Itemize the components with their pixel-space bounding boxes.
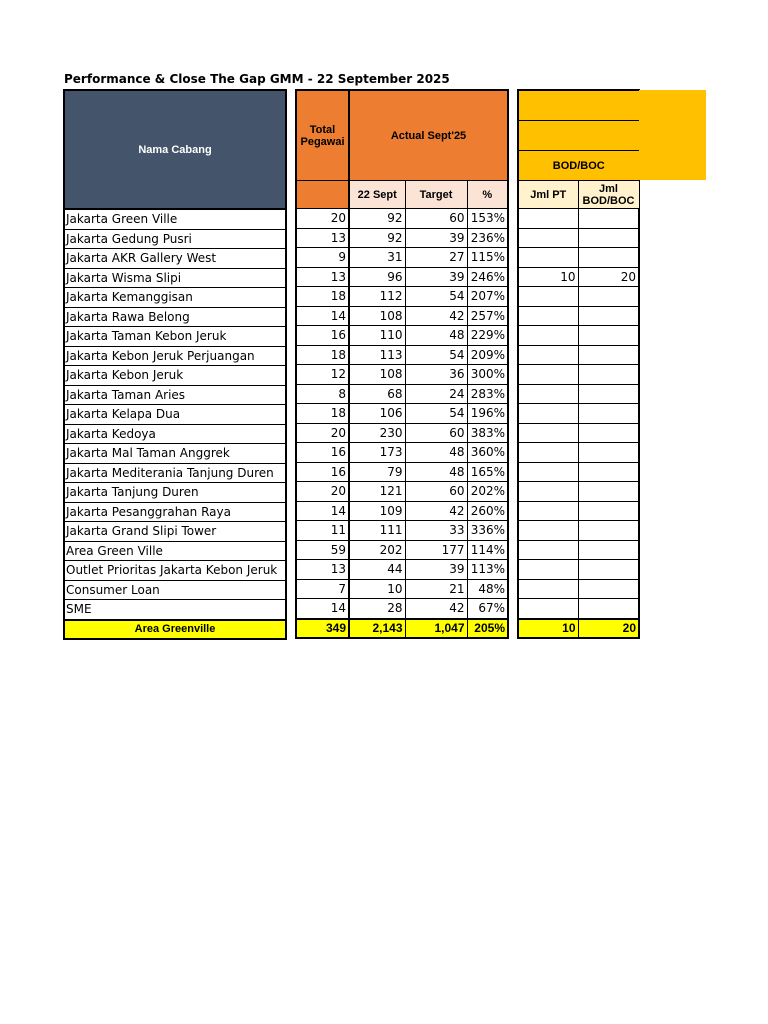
jml-bodboc-cell bbox=[578, 501, 639, 521]
sept22-cell: 109 bbox=[349, 501, 405, 521]
table-row bbox=[518, 267, 639, 287]
branch-name-cell: Jakarta Taman Kebon Jeruk bbox=[64, 327, 286, 347]
sept22-cell: 108 bbox=[349, 365, 405, 385]
sept22-cell: 68 bbox=[349, 384, 405, 404]
jml-bodboc-cell bbox=[578, 462, 639, 482]
pct-cell: 336% bbox=[467, 521, 508, 541]
table-row bbox=[64, 561, 286, 581]
table-row bbox=[64, 522, 286, 542]
total-name-cell: Area Greenville bbox=[64, 620, 286, 639]
branch-name-cell: Jakarta Kebon Jeruk bbox=[64, 366, 286, 386]
table-row bbox=[518, 209, 639, 229]
sept22-cell: 121 bbox=[349, 482, 405, 502]
target-cell: 54 bbox=[405, 404, 467, 424]
jml-bodboc-cell bbox=[578, 326, 639, 346]
table-row bbox=[518, 326, 639, 346]
table-row bbox=[296, 267, 508, 287]
header-nama-cabang: Nama Cabang bbox=[64, 90, 286, 209]
sept22-cell: 92 bbox=[349, 209, 405, 229]
table-row bbox=[296, 365, 508, 385]
target-cell: 48 bbox=[405, 462, 467, 482]
table-row bbox=[296, 404, 508, 424]
jml-bodboc-cell bbox=[578, 248, 639, 268]
total-row bbox=[296, 619, 508, 638]
total-pegawai-cell: 9 bbox=[296, 248, 349, 268]
sept22-cell: 173 bbox=[349, 443, 405, 463]
sept22-cell: 106 bbox=[349, 404, 405, 424]
jml-pt-cell bbox=[518, 326, 578, 346]
pct-cell: 360% bbox=[467, 443, 508, 463]
pct-cell: 229% bbox=[467, 326, 508, 346]
total-pegawai-cell: 16 bbox=[296, 326, 349, 346]
sept22-cell: 92 bbox=[349, 228, 405, 248]
jml-bodboc-cell bbox=[578, 579, 639, 599]
header-bodboc: BOD/BOC bbox=[518, 151, 639, 181]
sept22-cell: 112 bbox=[349, 287, 405, 307]
branch-name-cell: SME bbox=[64, 600, 286, 620]
branch-name-cell: Jakarta Kemanggisan bbox=[64, 288, 286, 308]
jml-bodboc-cell bbox=[578, 384, 639, 404]
table-row bbox=[518, 462, 639, 482]
table-row bbox=[296, 560, 508, 580]
jml-bodboc-cell bbox=[578, 423, 639, 443]
target-cell: 60 bbox=[405, 482, 467, 502]
pct-cell: 113% bbox=[467, 560, 508, 580]
jml-pt-cell bbox=[518, 599, 578, 619]
table-row bbox=[64, 405, 286, 425]
total-row bbox=[518, 619, 639, 638]
jml-pt-cell bbox=[518, 365, 578, 385]
branch-name-cell: Jakarta Gedung Pusri bbox=[64, 229, 286, 249]
table-row bbox=[64, 483, 286, 503]
jml-bodboc-cell bbox=[578, 404, 639, 424]
jml-bodboc-cell bbox=[578, 228, 639, 248]
pct-cell: 202% bbox=[467, 482, 508, 502]
table-row bbox=[64, 366, 286, 386]
target-cell: 39 bbox=[405, 228, 467, 248]
total-pegawai-cell: 14 bbox=[296, 306, 349, 326]
jml-bodboc-cell bbox=[578, 345, 639, 365]
table-row bbox=[64, 424, 286, 444]
branch-name-cell: Jakarta AKR Gallery West bbox=[64, 249, 286, 269]
target-cell: 54 bbox=[405, 345, 467, 365]
total-pegawai-cell: 20 bbox=[296, 209, 349, 229]
jml-pt-cell bbox=[518, 384, 578, 404]
branch-name-cell: Jakarta Green Ville bbox=[64, 209, 286, 229]
total-pegawai-cell: 18 bbox=[296, 345, 349, 365]
table-row bbox=[64, 268, 286, 288]
table-row bbox=[296, 501, 508, 521]
table-row bbox=[296, 287, 508, 307]
target-cell: 24 bbox=[405, 384, 467, 404]
table-row bbox=[296, 443, 508, 463]
table-row bbox=[64, 580, 286, 600]
jml-bodboc-cell bbox=[578, 365, 639, 385]
header-jml-pt: Jml PT bbox=[518, 181, 578, 209]
jml-pt-cell bbox=[518, 482, 578, 502]
sept22-cell: 111 bbox=[349, 521, 405, 541]
pct-cell: 236% bbox=[467, 228, 508, 248]
jml-bodboc-cell bbox=[578, 443, 639, 463]
header-22-sept: 22 Sept bbox=[349, 181, 405, 209]
jml-pt-cell bbox=[518, 248, 578, 268]
table-row bbox=[518, 287, 639, 307]
table-row bbox=[296, 540, 508, 560]
branch-name-cell: Outlet Prioritas Jakarta Kebon Jeruk bbox=[64, 561, 286, 581]
target-cell: 42 bbox=[405, 501, 467, 521]
table-row bbox=[296, 462, 508, 482]
total-pegawai-cell: 18 bbox=[296, 287, 349, 307]
bodboc-table bbox=[517, 89, 640, 639]
table-row bbox=[518, 345, 639, 365]
branch-name-cell: Jakarta Kedoya bbox=[64, 424, 286, 444]
jml-bodboc-cell bbox=[578, 599, 639, 619]
pct-cell: 260% bbox=[467, 501, 508, 521]
table-row bbox=[518, 443, 639, 463]
header-target: Target bbox=[405, 181, 467, 209]
sept22-cell: 230 bbox=[349, 423, 405, 443]
table-row bbox=[296, 599, 508, 619]
table-row bbox=[518, 228, 639, 248]
branch-name-cell: Consumer Loan bbox=[64, 580, 286, 600]
target-cell: 39 bbox=[405, 267, 467, 287]
actual-table bbox=[295, 89, 509, 639]
pct-cell: 246% bbox=[467, 267, 508, 287]
target-cell: 42 bbox=[405, 599, 467, 619]
table-row bbox=[64, 249, 286, 269]
target-cell: 177 bbox=[405, 540, 467, 560]
table-row bbox=[64, 541, 286, 561]
jml-bodboc-cell bbox=[578, 306, 639, 326]
branch-name-cell: Jakarta Tanjung Duren bbox=[64, 483, 286, 503]
total-pegawai-cell: 16 bbox=[296, 443, 349, 463]
branch-name-table bbox=[63, 89, 287, 640]
table-row bbox=[296, 384, 508, 404]
table-row bbox=[296, 482, 508, 502]
jml-bodboc-cell bbox=[578, 209, 639, 229]
table-row bbox=[518, 248, 639, 268]
pct-cell: 209% bbox=[467, 345, 508, 365]
table-row bbox=[296, 248, 508, 268]
branch-name-cell: Jakarta Rawa Belong bbox=[64, 307, 286, 327]
table-row bbox=[518, 306, 639, 326]
jml-pt-cell bbox=[518, 579, 578, 599]
jml-pt-cell bbox=[518, 404, 578, 424]
sept22-cell: 113 bbox=[349, 345, 405, 365]
table-row bbox=[296, 423, 508, 443]
target-cell: 42 bbox=[405, 306, 467, 326]
branch-name-cell: Jakarta Kebon Jeruk Perjuangan bbox=[64, 346, 286, 366]
bodboc-blank-2 bbox=[518, 121, 639, 151]
jml-pt-cell bbox=[518, 443, 578, 463]
table-row bbox=[518, 482, 639, 502]
target-cell: 39 bbox=[405, 560, 467, 580]
total-row bbox=[64, 620, 286, 639]
table-row bbox=[296, 579, 508, 599]
table-row bbox=[518, 404, 639, 424]
sept22-total: 2,143 bbox=[349, 619, 405, 638]
total-pegawai-cell: 7 bbox=[296, 579, 349, 599]
pct-cell: 383% bbox=[467, 423, 508, 443]
target-cell: 48 bbox=[405, 443, 467, 463]
table-row bbox=[64, 229, 286, 249]
sept22-cell: 44 bbox=[349, 560, 405, 580]
sept22-cell: 108 bbox=[349, 306, 405, 326]
jml-pt-cell bbox=[518, 228, 578, 248]
total-pegawai-cell: 20 bbox=[296, 423, 349, 443]
bodboc-blank-1 bbox=[518, 90, 639, 121]
header-total-pegawai: Total Pegawai bbox=[296, 90, 349, 181]
table-row bbox=[296, 345, 508, 365]
sept22-cell: 10 bbox=[349, 579, 405, 599]
table-row bbox=[296, 209, 508, 229]
table-row bbox=[518, 365, 639, 385]
table-row bbox=[518, 540, 639, 560]
jml-pt-cell bbox=[518, 501, 578, 521]
target-cell: 27 bbox=[405, 248, 467, 268]
pct-cell: 115% bbox=[467, 248, 508, 268]
jml-bodboc-cell bbox=[578, 287, 639, 307]
pct-cell: 67% bbox=[467, 599, 508, 619]
branch-name-cell: Jakarta Mediterania Tanjung Duren bbox=[64, 463, 286, 483]
jml-pt-cell bbox=[518, 423, 578, 443]
branch-name-cell: Jakarta Wisma Slipi bbox=[64, 268, 286, 288]
header-jml-bodboc: Jml BOD/BOC bbox=[578, 181, 639, 209]
jml-pt-cell bbox=[518, 345, 578, 365]
table-row bbox=[518, 521, 639, 541]
table-row bbox=[518, 599, 639, 619]
pct-cell: 114% bbox=[467, 540, 508, 560]
table-row bbox=[64, 209, 286, 229]
total-pegawai-cell: 16 bbox=[296, 462, 349, 482]
jml-bodboc-cell bbox=[578, 521, 639, 541]
target-cell: 54 bbox=[405, 287, 467, 307]
pct-cell: 207% bbox=[467, 287, 508, 307]
pct-cell: 165% bbox=[467, 462, 508, 482]
sept22-cell: 28 bbox=[349, 599, 405, 619]
table-row bbox=[64, 502, 286, 522]
total-pegawai-cell: 8 bbox=[296, 384, 349, 404]
sept22-cell: 79 bbox=[349, 462, 405, 482]
sept22-cell: 96 bbox=[349, 267, 405, 287]
pct-cell: 48% bbox=[467, 579, 508, 599]
branch-name-cell: Jakarta Taman Aries bbox=[64, 385, 286, 405]
branch-name-cell: Jakarta Pesanggrahan Raya bbox=[64, 502, 286, 522]
table-row bbox=[518, 501, 639, 521]
table-row bbox=[296, 228, 508, 248]
target-total: 1,047 bbox=[405, 619, 467, 638]
table-row bbox=[64, 327, 286, 347]
jml-bodboc-cell bbox=[578, 540, 639, 560]
target-cell: 60 bbox=[405, 423, 467, 443]
branch-name-cell: Jakarta Kelapa Dua bbox=[64, 405, 286, 425]
target-cell: 33 bbox=[405, 521, 467, 541]
total-pegawai-cell: 12 bbox=[296, 365, 349, 385]
total-pegawai-cell: 13 bbox=[296, 228, 349, 248]
table-row bbox=[64, 307, 286, 327]
jml-bodboc-cell: 20 bbox=[578, 267, 639, 287]
jml-bodboc-total: 20 bbox=[578, 619, 639, 638]
table-row bbox=[518, 579, 639, 599]
sept22-cell: 110 bbox=[349, 326, 405, 346]
sept22-cell: 31 bbox=[349, 248, 405, 268]
table-row bbox=[518, 423, 639, 443]
sheet-title: Performance & Close The Gap GMM - 22 September 2025 bbox=[64, 72, 450, 86]
total-pegawai-cell: 18 bbox=[296, 404, 349, 424]
sept22-cell: 202 bbox=[349, 540, 405, 560]
total-pegawai-cell: 59 bbox=[296, 540, 349, 560]
header-actual-sept: Actual Sept'25 bbox=[349, 90, 508, 181]
target-cell: 36 bbox=[405, 365, 467, 385]
branch-name-cell: Jakarta Grand Slipi Tower bbox=[64, 522, 286, 542]
total-pegawai-cell: 13 bbox=[296, 560, 349, 580]
target-cell: 60 bbox=[405, 209, 467, 229]
header-pct: % bbox=[467, 181, 508, 209]
total-pegawai-cell: 14 bbox=[296, 599, 349, 619]
jml-bodboc-cell bbox=[578, 482, 639, 502]
jml-pt-cell bbox=[518, 540, 578, 560]
target-cell: 21 bbox=[405, 579, 467, 599]
total-pegawai-cell: 20 bbox=[296, 482, 349, 502]
table-row bbox=[296, 521, 508, 541]
table-row bbox=[296, 306, 508, 326]
branch-name-cell: Area Green Ville bbox=[64, 541, 286, 561]
jml-pt-cell bbox=[518, 521, 578, 541]
jml-pt-total: 10 bbox=[518, 619, 578, 638]
jml-pt-cell bbox=[518, 287, 578, 307]
table-row bbox=[64, 288, 286, 308]
pct-cell: 257% bbox=[467, 306, 508, 326]
table-row bbox=[64, 346, 286, 366]
table-row bbox=[64, 463, 286, 483]
total-pegawai-cell: 13 bbox=[296, 267, 349, 287]
gold-header-extension bbox=[639, 90, 706, 180]
jml-pt-cell bbox=[518, 462, 578, 482]
jml-pt-cell: 10 bbox=[518, 267, 578, 287]
jml-pt-cell bbox=[518, 560, 578, 580]
header-total-pegawai-cont bbox=[296, 181, 349, 209]
table-row bbox=[64, 600, 286, 620]
total-pegawai-cell: 14 bbox=[296, 501, 349, 521]
jml-pt-cell bbox=[518, 306, 578, 326]
table-row bbox=[518, 560, 639, 580]
pct-cell: 283% bbox=[467, 384, 508, 404]
jml-bodboc-cell bbox=[578, 560, 639, 580]
pct-cell: 153% bbox=[467, 209, 508, 229]
pct-cell: 196% bbox=[467, 404, 508, 424]
target-cell: 48 bbox=[405, 326, 467, 346]
branch-name-cell: Jakarta Mal Taman Anggrek bbox=[64, 444, 286, 464]
total-pegawai-cell: 11 bbox=[296, 521, 349, 541]
pct-total: 205% bbox=[467, 619, 508, 638]
total-pegawai-total: 349 bbox=[296, 619, 349, 638]
jml-pt-cell bbox=[518, 209, 578, 229]
table-row bbox=[296, 326, 508, 346]
pct-cell: 300% bbox=[467, 365, 508, 385]
table-row bbox=[518, 384, 639, 404]
table-row bbox=[64, 385, 286, 405]
table-row bbox=[64, 444, 286, 464]
